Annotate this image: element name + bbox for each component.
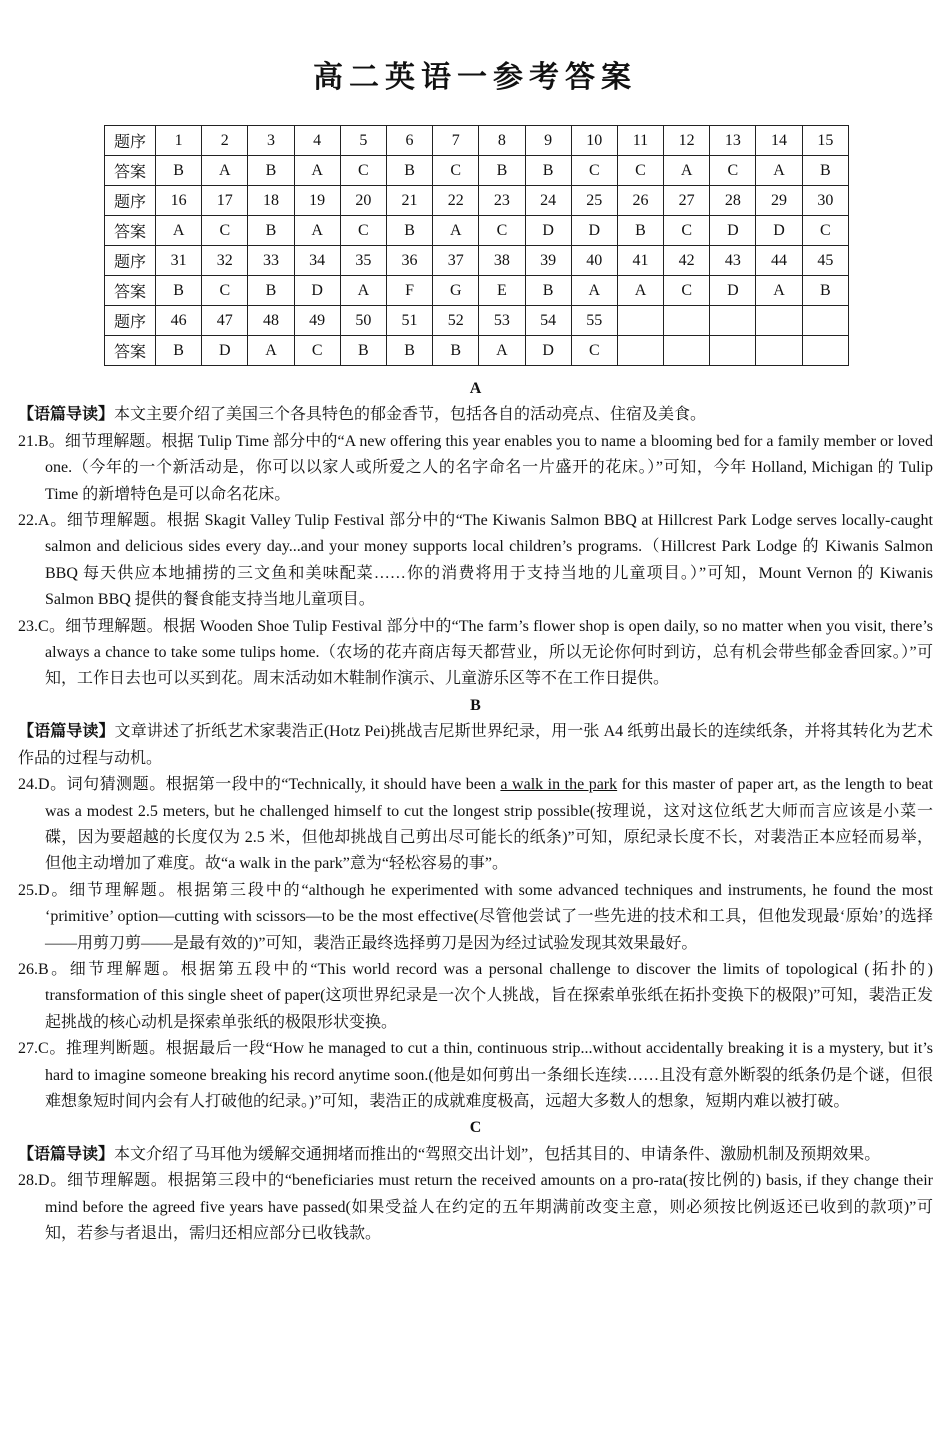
answer-cell: A — [433, 216, 479, 246]
question-number-cell: 36 — [386, 246, 432, 276]
answer-cell: C — [617, 156, 663, 186]
answer-explanation-22: 22.A。细节理解题。根据 Skagit Valley Tulip Festival 部分中的“The Kiwanis Salmon BBQ at Hillcrest Park Lodge serves locally-caught salmon and delicious sides every day...and your money supports local children’s programs.（Hillcrest Park Lodge 的 Kiwanis Salmon BBQ 每天供应本地捕捞的三文鱼和美味配菜……你的消费将用于支持当地的儿童项目。）”可知，Mount Vernon 的 Kiwanis Salmon BBQ 提供的餐食能支持当地儿童项目。 — [18, 512, 934, 609]
answer-cell: C — [571, 156, 617, 186]
question-number-cell: 47 — [202, 306, 248, 336]
question-number-cell: 4 — [294, 126, 340, 156]
answer-cell: C — [340, 216, 386, 246]
answer-cell: C — [664, 216, 710, 246]
question-number-cell: 37 — [433, 246, 479, 276]
question-number-cell: 55 — [571, 306, 617, 336]
question-number-cell: 24 — [525, 186, 571, 216]
answer-cell: C — [479, 216, 525, 246]
question-number-cell: 34 — [294, 246, 340, 276]
question-number-cell: 52 — [433, 306, 479, 336]
answer-cell: C — [571, 336, 617, 366]
answer-cell: B — [386, 336, 432, 366]
lead-tag: 【语篇导读】 — [18, 723, 115, 741]
row-label-answer: 答案 — [105, 216, 156, 246]
answer-cell: A — [248, 336, 294, 366]
row-label-question: 题序 — [105, 186, 156, 216]
question-number-cell — [756, 306, 802, 336]
answer-explanation-25: 25.D。细节理解题。根据第三段中的“although he experimented with some advanced techniques and instruments, he found the most ‘primitive’ option—cutting with scissors—to be the most effective(尽管他尝试了一些先进的技术和工具，但他发现最‘原始’的选择——用剪刀剪——是最有效的)”可知，裴浩正最终选择剪刀是因为经过试验发现其效果最好。 — [18, 881, 933, 952]
page-title: 高二英语一参考答案 — [313, 60, 637, 95]
answer-cell: B — [617, 216, 663, 246]
question-number-cell: 28 — [710, 186, 756, 216]
answer-cell: A — [756, 156, 802, 186]
answer-cell: C — [710, 156, 756, 186]
row-label-question: 题序 — [105, 126, 156, 156]
section-lead-c — [18, 1142, 933, 1168]
underlined-phrase: a walk in the park — [500, 776, 618, 794]
answer-cell — [710, 336, 756, 366]
answer-cell: A — [479, 336, 525, 366]
answer-explanation-28: 28.D。细节理解题。根据第三段中的“beneficiaries must return the received amounts on a pro-rata(按比例的) basis, if they change their mind before the agreed five years have passed(如果受益人在约定的五年期满前改变主意，则必须按比例返还已收到的款项)”可知，若参与者退出，需归还相应部分已收钱款。 — [18, 1172, 933, 1242]
question-number-cell: 33 — [248, 246, 294, 276]
answer-cell: D — [202, 336, 248, 366]
answer-cell: D — [525, 216, 571, 246]
question-number-cell: 12 — [664, 126, 710, 156]
answer-cell: F — [386, 276, 432, 306]
answer-cell: D — [294, 276, 340, 306]
question-number-cell: 3 — [248, 126, 294, 156]
lead-text: 文章讲述了折纸艺术家裴浩正(Hotz Pei)挑战吉尼斯世界纪录，用一张 A4 纸剪出最长的连续纸条，并将其转化为艺术作品的过程与动机。 — [18, 723, 933, 767]
answer-cell: G — [433, 276, 479, 306]
question-number-cell: 48 — [248, 306, 294, 336]
answer-explanation-23: 23.C。细节理解题。根据 Wooden Shoe Tulip Festival 部分中的“The farm’s flower shop is open daily, so no matter when you visit, there’s always a chance to take some tulips home.（农场的花卉商店每天都营业，所以无论你何时到访，总有机会带些郁金香回家。）”可知，工作日去也可以买到花。周末活动如木鞋制作演示、儿童游乐区等不在工作日提供。 — [18, 617, 933, 688]
question-number-row — [105, 306, 849, 336]
answer-row — [105, 216, 849, 246]
row-label-answer: 答案 — [105, 336, 156, 366]
question-number-cell: 35 — [340, 246, 386, 276]
answer-cell: D — [571, 216, 617, 246]
question-number-cell: 30 — [802, 186, 848, 216]
answer-explanation-27: 27.C。推理判断题。根据最后一段“How he managed to cut a thin, continuous strip...without accidentally breaking it is a mystery, but it’s hard to imagine someone breaking his record anytime soon.(他是如何剪出一条细长连续……且没有意外断裂的纸条仍是个谜，但很难想象短时间内会有人打破他的纪录。)”可知，裴浩正的成就难度极高，远超大多数人的想象，短期内难以被打破。 — [18, 1040, 933, 1110]
question-number-cell: 49 — [294, 306, 340, 336]
question-number-cell: 21 — [386, 186, 432, 216]
question-number-cell: 9 — [525, 126, 571, 156]
row-label-question: 题序 — [105, 306, 156, 336]
section-heading-b: B — [470, 696, 481, 714]
section-heading-a: A — [469, 380, 482, 397]
question-number-cell: 25 — [571, 186, 617, 216]
question-number-cell: 46 — [156, 306, 202, 336]
answer-cell: C — [340, 156, 386, 186]
page-bottom-crop — [0, 1366, 950, 1434]
question-number-cell: 54 — [525, 306, 571, 336]
answer-cell: D — [710, 276, 756, 306]
question-number-cell: 20 — [340, 186, 386, 216]
answer-cell: B — [340, 336, 386, 366]
question-number-cell: 50 — [340, 306, 386, 336]
answer-explanation-26: 26.B。细节理解题。根据第五段中的“This world record was a personal challenge to discover the limits of topological (拓扑的) transformation of this single sheet of paper(这项世界纪录是一次个人挑战，旨在探索单张纸在拓扑变换下的极限)”可知，裴浩正发起挑战的核心动机是探索单张纸的极限形状变换。 — [18, 960, 933, 1031]
question-number-cell: 23 — [479, 186, 525, 216]
answer-cell — [802, 336, 848, 366]
answer-cell: A — [756, 276, 802, 306]
answer-cell: A — [294, 156, 340, 186]
answer-cell: C — [202, 276, 248, 306]
question-number-cell: 40 — [571, 246, 617, 276]
answer-cell: D — [525, 336, 571, 366]
answer-cell: B — [248, 156, 294, 186]
question-number-cell: 8 — [479, 126, 525, 156]
question-number-row — [105, 126, 849, 156]
answer-cell: B — [386, 216, 432, 246]
answer-cell: B — [802, 276, 848, 306]
lead-text: 本文主要介绍了美国三个各具特色的郁金香节，包括各自的活动亮点、住宿及美食。 — [114, 406, 707, 424]
answer-row — [105, 336, 849, 366]
answer-cell: B — [156, 156, 202, 186]
question-number-cell: 41 — [617, 246, 663, 276]
explanation-text: for this master of paper art, as the length to beat was a modest 2.5 meters, but he challenged himself to cut the longest strip possible(按理说，这对这位纸艺大师而言应该是小菜一碟，因为要超越的长度仅为 2.5 米，但他却挑战自己剪出尽可能长的纸条)”可知，原纪录长度不长，对裴浩正本应轻而易举，但他主动增加了难度。故“a walk in the park”意为“轻松容易的事”。 — [45, 776, 933, 873]
lead-tag: 【语篇导读】 — [18, 406, 115, 424]
question-number-cell: 31 — [156, 246, 202, 276]
question-number-cell: 17 — [202, 186, 248, 216]
row-label-answer: 答案 — [105, 276, 156, 306]
answer-cell: B — [479, 156, 525, 186]
answer-cell: C — [433, 156, 479, 186]
question-number-cell: 6 — [386, 126, 432, 156]
question-number-cell: 53 — [479, 306, 525, 336]
answer-cell — [617, 336, 663, 366]
row-label-question: 题序 — [105, 246, 156, 276]
answer-cell: B — [433, 336, 479, 366]
section-lead-b — [18, 719, 933, 772]
answer-cell: B — [156, 276, 202, 306]
explanation-content — [18, 376, 933, 1247]
question-number-cell: 18 — [248, 186, 294, 216]
answer-cell: B — [248, 276, 294, 306]
answer-cell — [664, 336, 710, 366]
answer-cell: B — [525, 276, 571, 306]
answer-explanation-24 — [18, 772, 933, 878]
answer-cell: A — [664, 156, 710, 186]
answer-cell: C — [294, 336, 340, 366]
answer-cell: C — [802, 216, 848, 246]
question-number-cell: 27 — [664, 186, 710, 216]
question-number-cell: 13 — [710, 126, 756, 156]
question-number-cell: 7 — [433, 126, 479, 156]
answer-row — [105, 156, 849, 186]
question-number-cell — [710, 306, 756, 336]
answer-cell: A — [340, 276, 386, 306]
question-number-row — [105, 246, 849, 276]
lead-tag: 【语篇导读】 — [18, 1145, 115, 1163]
answer-explanation-21: 21.B。细节理解题。根据 Tulip Time 部分中的“A new offering this year enables you to name a blooming bed for a family member or loved one.（今年的一个新活动是，你可以以家人或所爱之人的名字命名一片盛开的花床。）”可知，今年 Holland, Michigan 的 Tulip Time 的新增特色是可以命名花床。 — [18, 432, 933, 503]
answer-cell: E — [479, 276, 525, 306]
answer-cell: D — [756, 216, 802, 246]
question-number-cell: 2 — [202, 126, 248, 156]
question-number-cell: 42 — [664, 246, 710, 276]
answer-cell: A — [294, 216, 340, 246]
answer-row — [105, 276, 849, 306]
question-number-cell — [802, 306, 848, 336]
question-number-cell: 39 — [525, 246, 571, 276]
answer-cell — [756, 336, 802, 366]
question-number-cell: 10 — [571, 126, 617, 156]
answer-cell: C — [664, 276, 710, 306]
answer-cell: B — [525, 156, 571, 186]
answer-cell: C — [202, 216, 248, 246]
question-number-cell — [664, 306, 710, 336]
lead-text: 本文介绍了马耳他为缓解交通拥堵而推出的“驾照交出计划”，包括其目的、申请条件、激励机制及预期效果。 — [114, 1145, 881, 1163]
answer-cell: A — [202, 156, 248, 186]
question-number-cell: 22 — [433, 186, 479, 216]
section-heading-c: C — [469, 1119, 482, 1137]
question-number-cell: 44 — [756, 246, 802, 276]
question-number-cell: 26 — [617, 186, 663, 216]
answer-table — [104, 125, 849, 366]
question-number-cell: 29 — [756, 186, 802, 216]
question-number-cell: 14 — [756, 126, 802, 156]
question-number-cell: 51 — [386, 306, 432, 336]
row-label-answer: 答案 — [105, 156, 156, 186]
question-number-cell: 32 — [202, 246, 248, 276]
answer-cell: D — [710, 216, 756, 246]
question-number-cell — [617, 306, 663, 336]
question-number-cell: 5 — [340, 126, 386, 156]
question-number-cell: 43 — [710, 246, 756, 276]
question-number-row — [105, 186, 849, 216]
answer-cell: A — [571, 276, 617, 306]
answer-cell: B — [156, 336, 202, 366]
answer-cell: B — [386, 156, 432, 186]
question-number-cell: 15 — [802, 126, 848, 156]
explanation-text: 24.D。词句猜测题。根据第一段中的“Technically, it should have been — [18, 776, 501, 794]
question-number-cell: 16 — [156, 186, 202, 216]
question-number-cell: 1 — [156, 126, 202, 156]
question-number-cell: 19 — [294, 186, 340, 216]
question-number-cell: 11 — [617, 126, 663, 156]
answer-cell: A — [617, 276, 663, 306]
section-lead-a — [18, 402, 933, 428]
answer-cell: B — [248, 216, 294, 246]
question-number-cell: 38 — [479, 246, 525, 276]
answer-cell: B — [802, 156, 848, 186]
answer-cell: A — [156, 216, 202, 246]
question-number-cell: 45 — [802, 246, 848, 276]
